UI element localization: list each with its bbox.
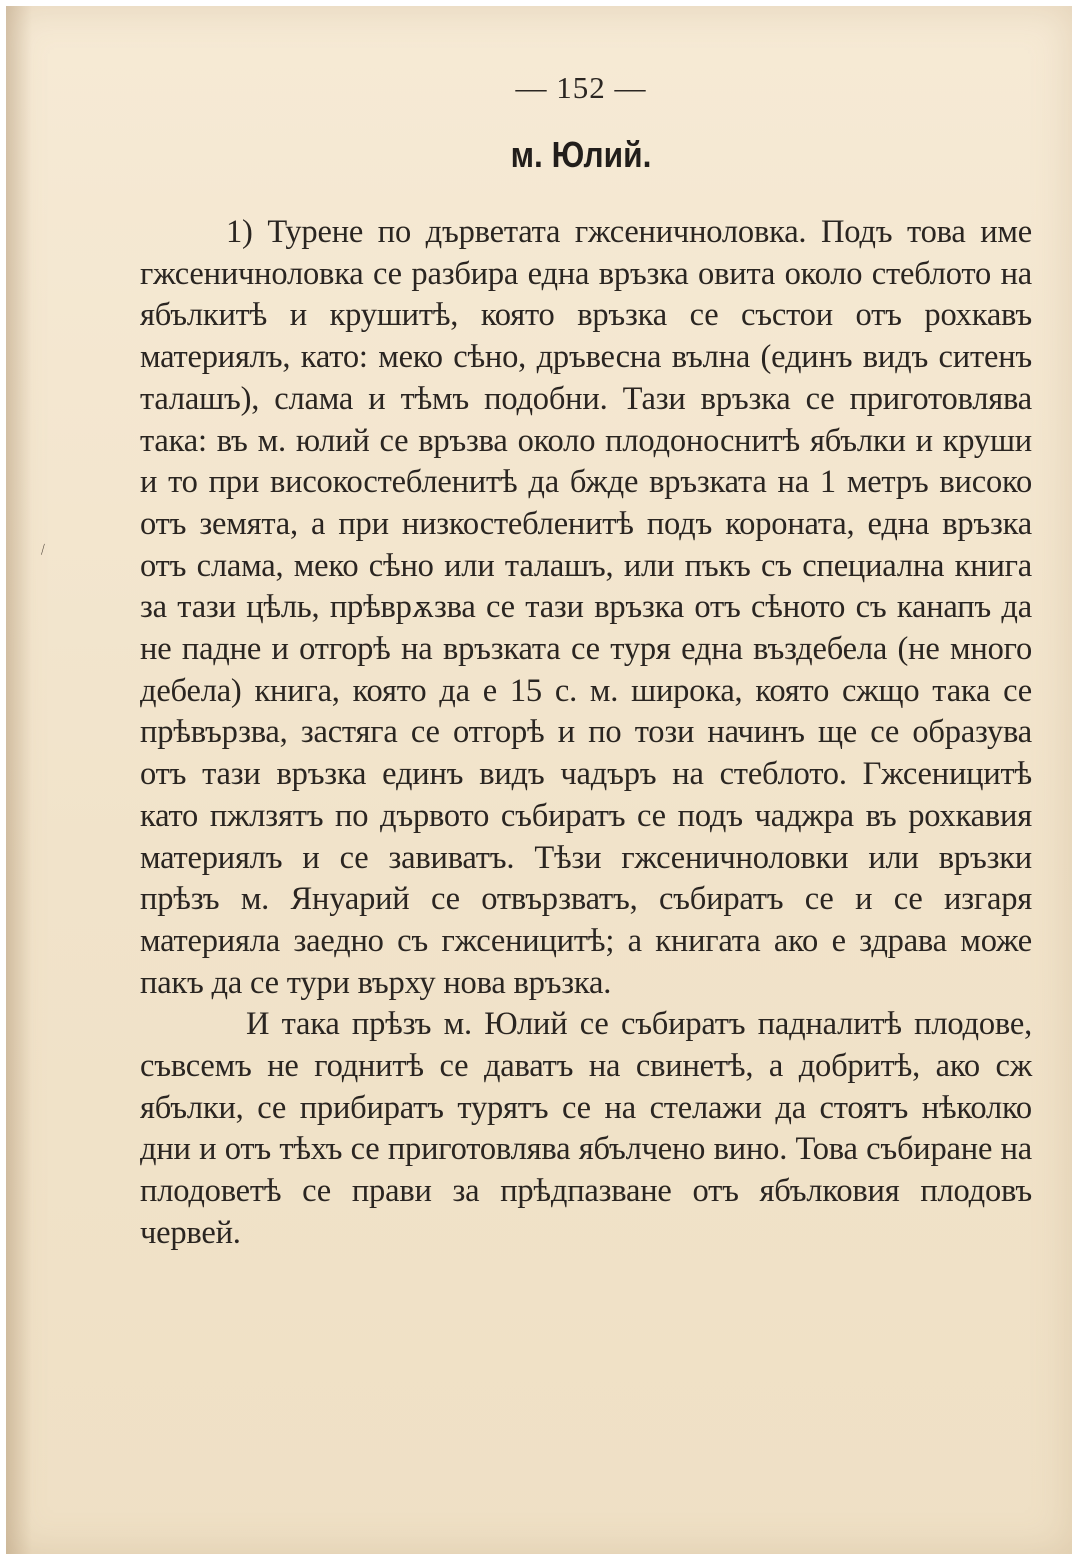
paragraph-1: 1) Турене по дърветата гжсеничноловка. Подъ това име гжсеничноловка се разбира една връзка овита около стеблото на ябълкитѣ и крушитѣ, която връзка се състои отъ рохкавъ материялъ, като: меко сѣно, дръвесна вълна (единъ видъ ситенъ талашъ), слама и тѣмъ подобни. Тази връзка се приготовлява така: въ м. юлий се връзва около плодоноснитѣ ябълки и круши и то при високостебленитѣ да бжде връзката на 1 метръ високо отъ земята, а при низкостебленитѣ подъ короната, една връзка отъ слама, меко сѣно или талашъ, или пъкъ съ специална книга за тази цѣль, прѣврѫзва се тази връзка отъ сѣното съ канапъ да не падне и отгорѣ на връзката се туря една въздебела (не много дебела) книга, която да е 15 с. м. широка, която сжщо така се прѣвързва, застяга се отгорѣ и по този начинъ ще се образува отъ тази връзка единъ видъ чадъръ на стеблото. Гжсеницитѣ като пжлзятъ по дървото събиратъ се подъ чаджра въ рохкавия материялъ и се завиватъ. Тѣзи гжсеничноловки или връзки прѣзъ м. Януарий се отвързватъ, събиратъ се и се изгаря материяла заедно съ гжсеницитѣ; а книгата ако е здрава може пакъ да се тури върху нова връзка. (140, 214, 1032, 1001)
book-page (6, 6, 1072, 1554)
page-number: — 152 — (515, 70, 647, 105)
margin-pencil-mark: ⁄ (39, 542, 47, 558)
body-text (140, 212, 1032, 1255)
spine-shadow (6, 6, 32, 1554)
page-title: м. Юлий. (510, 134, 652, 175)
paragraph-2: И така прѣзъ м. Юлий се събиратъ падналитѣ плодове, съвсемъ не годнитѣ се даватъ на свинетѣ, а добритѣ, ако сж ябълки, се прибиратъ турятъ се на стелажи да стоятъ нѣколко дни и отъ тѣхъ се приготовлява ябълчено вино. Това събиране на плодоветѣ се прави за прѣдпазване отъ ябълковия плодовъ червей. (140, 1006, 1032, 1251)
